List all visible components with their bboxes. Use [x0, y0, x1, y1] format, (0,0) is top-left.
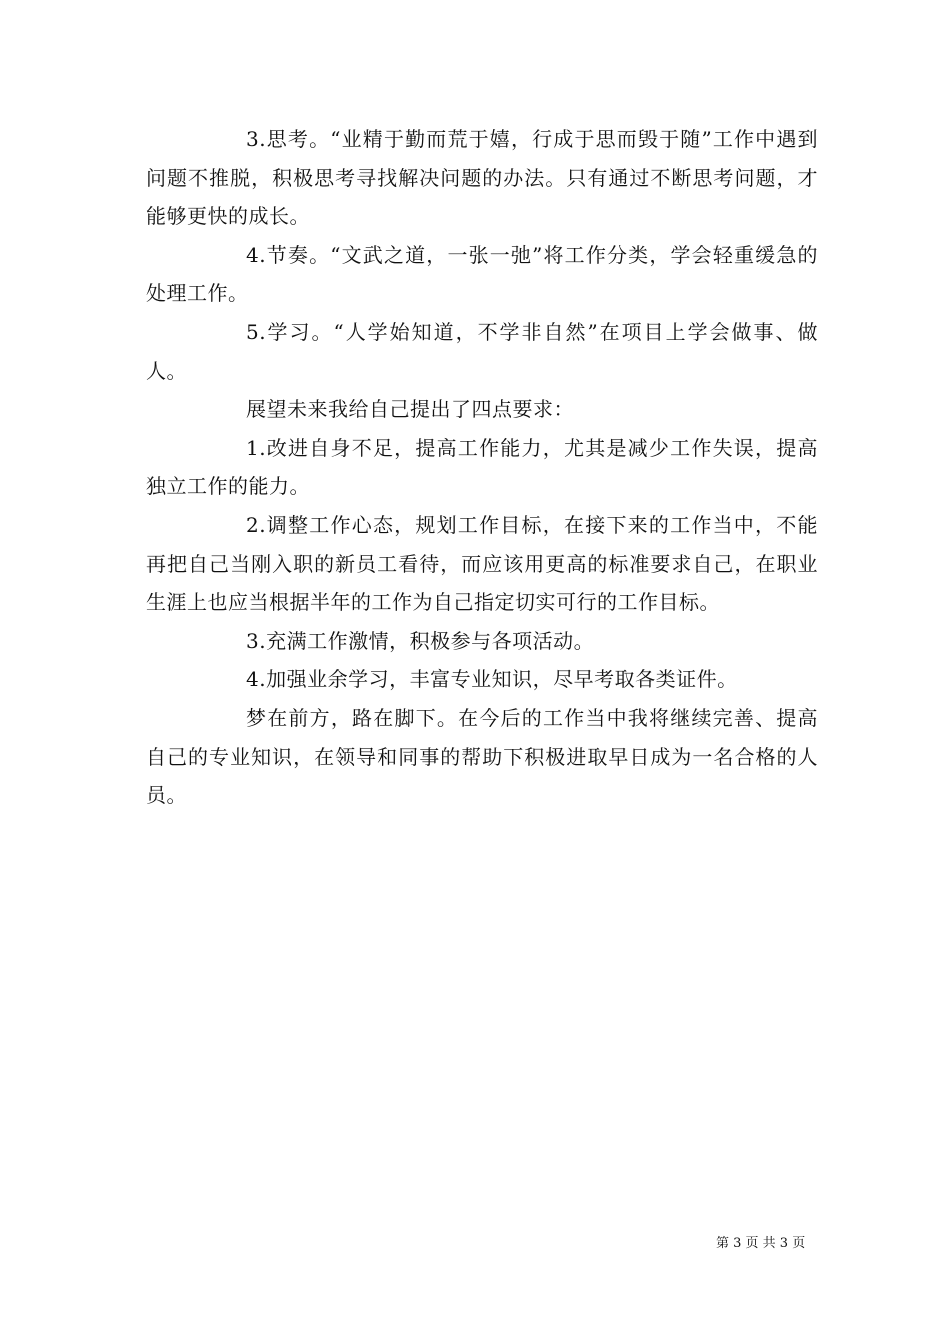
document-body: [146, 120, 818, 815]
paragraph-outlook-intro: 展望未来我给自己提出了四点要求：: [246, 397, 574, 422]
page-number-footer: 第 3 页 共 3 页: [716, 1236, 806, 1251]
paragraph-learning: 5.学习。“人学始知道，不学非自然”在项目上学会做事、做人。: [146, 319, 818, 383]
paragraph-thinking: 3.思考。“业精于勤而荒于嬉，行成于思而毁于随”工作中遇到问题不推脱，积极思考寻找解决问题的办法。只有通过不断思考问题，才能够更快的成长。: [146, 127, 818, 229]
paragraph-requirement-2: 2.调整工作心态，规划工作目标，在接下来的工作当中，不能再把自己当刚入职的新员工看待，而应该用更高的标准要求自己，在职业生涯上也应当根据半年的工作为自己指定切实可行的工作目标。: [146, 512, 818, 615]
paragraph-requirement-4: 4.加强业余学习，丰富专业知识，尽早考取各类证件。: [246, 667, 738, 692]
paragraph-closing: 梦在前方，路在脚下。在今后的工作当中我将继续完善、提高自己的专业知识，在领导和同事的帮助下积极进取早日成为一名合格的人员。: [146, 705, 818, 808]
paragraph-rhythm: 4.节奏。“文武之道，一张一弛”将工作分类，学会轻重缓急的处理工作。: [146, 242, 818, 306]
paragraph-requirement-1: 1.改进自身不足，提高工作能力，尤其是减少工作失误，提高独立工作的能力。: [146, 435, 818, 499]
paragraph-requirement-3: 3.充满工作激情，积极参与各项活动。: [246, 628, 595, 653]
